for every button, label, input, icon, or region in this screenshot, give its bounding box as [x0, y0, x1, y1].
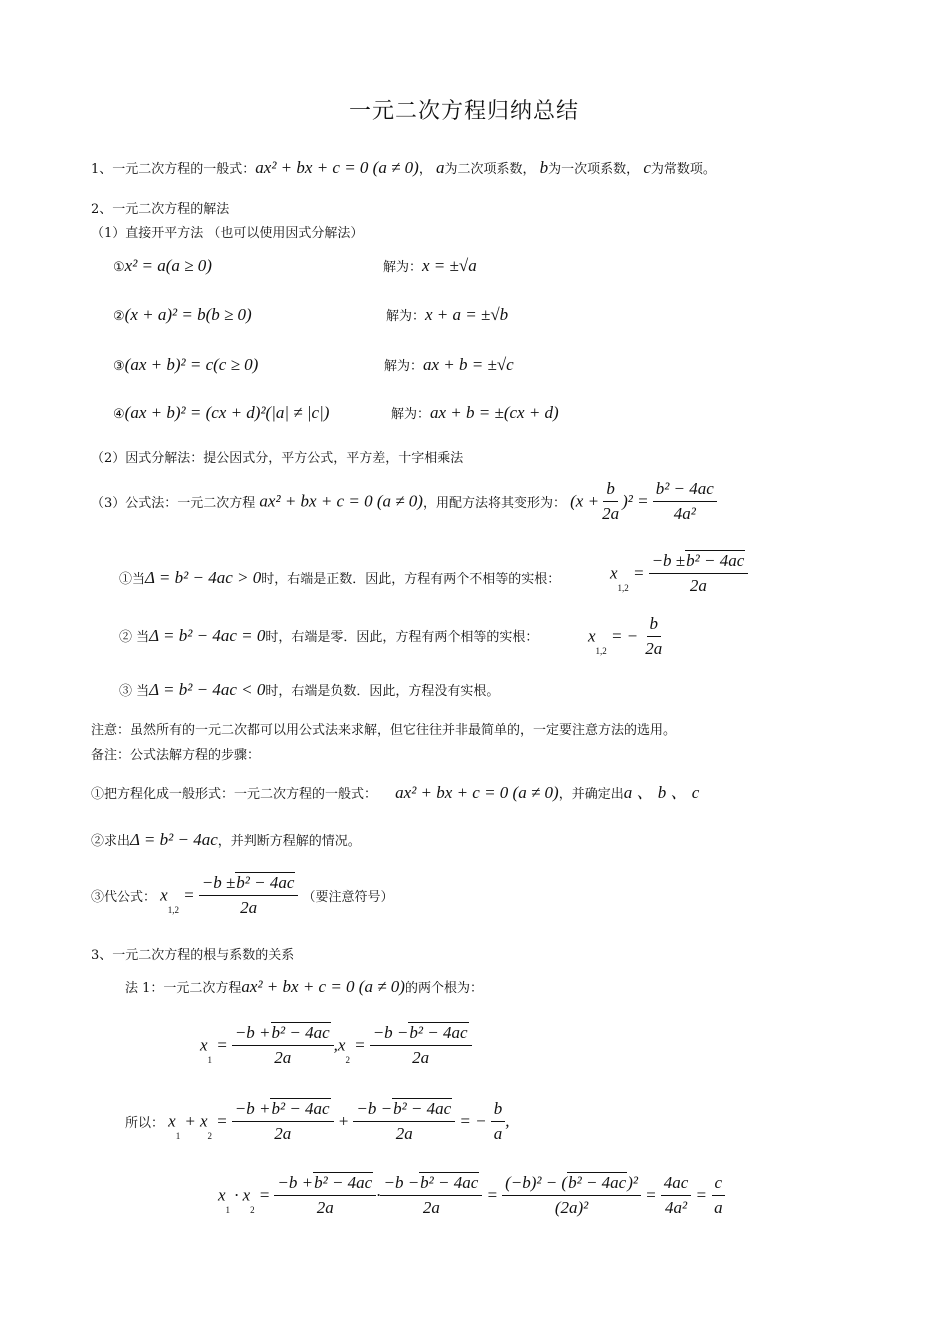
numerator-prefix: −b ±: [201, 873, 236, 892]
denominator: 2a: [645, 639, 663, 658]
quadratic-formula: [649, 550, 749, 597]
general-form-equation: ax² + bx + c = 0 (a ≠ 0): [255, 158, 419, 177]
var-x: x: [160, 885, 168, 905]
step-3-line: [91, 872, 394, 919]
denominator: 2a: [422, 1198, 440, 1217]
denominator: 2a: [274, 1124, 292, 1143]
numerator-prefix: (−b)² − (: [505, 1173, 568, 1192]
case-condition: Δ = b² − 4ac > 0: [145, 568, 262, 587]
var-x2: x: [337, 1035, 346, 1055]
numerator-prefix: −b ±: [651, 551, 686, 570]
equals-sign: =: [183, 885, 195, 905]
denominator: (2a)²: [554, 1198, 589, 1217]
step-2-equation: Δ = b² − 4ac: [130, 830, 218, 849]
general-form-label: 1、一元二次方程的一般式：: [91, 162, 256, 177]
root-2-fraction: [370, 1022, 472, 1069]
case-3-line: [119, 680, 499, 700]
coef-b-desc: 为一次项系数，: [548, 162, 640, 177]
sum-term-1: [232, 1098, 334, 1145]
method-3-mid-text: ，用配方法将其变形为：: [422, 496, 566, 511]
subscript: 2: [345, 1055, 350, 1065]
denominator: 4a²: [673, 504, 696, 523]
trailing-comma: ,: [505, 1111, 510, 1131]
denominator: a: [493, 1124, 503, 1143]
step-1-mid: ，并确定出: [558, 787, 624, 802]
denominator: 2a: [274, 1048, 292, 1067]
coef-b: b: [539, 158, 549, 177]
solution-equation: ax + b = ±√c: [423, 355, 514, 374]
quadratic-formula: [199, 872, 299, 919]
subscript: 1,2: [595, 646, 607, 656]
coefficients-abc: a 、 b 、 c: [623, 783, 700, 802]
numerator-prefix: −b −: [383, 1173, 420, 1192]
denominator: 2a: [602, 504, 620, 523]
step-2-line: [91, 830, 361, 850]
case-text: 时，右端是负数．因此，方程没有实根。: [265, 684, 500, 699]
sum-term-2: [353, 1098, 455, 1145]
numerator: b: [647, 613, 662, 637]
plus-sign: +: [184, 1111, 196, 1131]
var-x1: x: [168, 1111, 176, 1131]
case-marker: ①当: [119, 572, 146, 587]
subscript: 2: [207, 1131, 213, 1141]
root-1-fraction: [232, 1022, 334, 1069]
numerator: b: [603, 478, 618, 502]
item-equation: (ax + b)² = c(c ≥ 0): [124, 355, 259, 374]
case-text: 时，右端是正数．因此，方程有两个不相等的实根：: [261, 572, 561, 587]
numerator: b: [491, 1098, 506, 1122]
numerator-prefix: −b −: [356, 1099, 393, 1118]
sqrt-discriminant: b² − 4ac: [393, 1099, 452, 1118]
numerator-prefix: −b +: [234, 1099, 271, 1118]
coef-a: a: [436, 158, 445, 177]
subscript: 1: [207, 1055, 213, 1065]
method-1-solution-4: [391, 403, 559, 423]
var-x: x: [588, 626, 596, 646]
denominator: 2a: [240, 898, 258, 917]
method-1-heading: （1）直接开平方法 （也可以使用因式分解法）: [91, 226, 364, 241]
solution-label: 解为：: [386, 309, 426, 324]
case-condition: Δ = b² − 4ac = 0: [149, 626, 266, 645]
sqrt-discriminant: b² − 4ac: [409, 1023, 468, 1042]
step-3-suffix: （要注意符号）: [302, 890, 394, 905]
note-text: 注意：虽然所有的一元二次都可以用公式法来求解，但它往往并非最简单的，一定要注意方法的选用。: [91, 723, 677, 738]
f1-label: 法 1：一元二次方程: [125, 981, 242, 996]
var-x: x: [610, 563, 618, 583]
denominator: 4a²: [664, 1198, 688, 1217]
case-1-line: [119, 568, 560, 588]
f1-suffix: 的两个根为：: [404, 981, 483, 996]
roots-line: [200, 1022, 472, 1069]
equals-sign: =: [258, 1185, 271, 1205]
subscript: 2: [250, 1205, 255, 1215]
solution-equation: ax + b = ±(cx + d): [430, 403, 559, 422]
item-marker: ④: [113, 407, 125, 422]
step-2-suffix: ，并判断方程解的情况。: [217, 834, 361, 849]
solution-label: 解为：: [391, 407, 431, 422]
fraction-b-over-2a: [642, 613, 665, 660]
sqrt-discriminant: b² − 4ac: [314, 1173, 373, 1192]
section-2-heading: 2、一元二次方程的解法: [91, 202, 230, 217]
method-1-solution-2: [386, 305, 508, 325]
fraction-discriminant-over-4a2: [653, 478, 717, 525]
method-1-item-1: [113, 256, 212, 276]
product-of-roots-line: [218, 1172, 726, 1219]
remark-text: 备注：公式法解方程的步骤：: [91, 748, 261, 763]
sum-label: 所以：: [125, 1116, 165, 1131]
case-text: 时，右端是零．因此，方程有两个相等的实根：: [265, 630, 539, 645]
subscript: 1: [175, 1131, 181, 1141]
case-condition: Δ = b² − 4ac < 0: [149, 680, 266, 699]
coef-c: c: [643, 158, 651, 177]
numerator: c: [712, 1172, 726, 1196]
vertex-form-left: (x +: [570, 491, 600, 511]
comma: ，: [418, 162, 432, 177]
separator-comma: ,: [333, 1035, 338, 1055]
equals-sign: =: [486, 1185, 498, 1205]
method-1-item-4: [113, 403, 329, 423]
plus-sign: +: [337, 1111, 350, 1131]
equals-minus: = −: [610, 626, 639, 646]
var-x1: x: [218, 1185, 226, 1205]
equals-minus: = −: [459, 1111, 487, 1131]
dot-operator: ·: [376, 1185, 381, 1205]
item-marker: ②: [113, 309, 125, 324]
solution-equation: x = ±√a: [422, 256, 477, 275]
solution-equation: x + a = ±√b: [425, 305, 509, 324]
equals-sign: =: [216, 1111, 228, 1131]
var-x2: x: [199, 1111, 208, 1131]
sum-of-roots-line: [125, 1098, 509, 1145]
item-equation: x² = a(a ≥ 0): [124, 256, 212, 275]
product-term-1: [274, 1172, 376, 1219]
sqrt-discriminant: b² − 4ac: [420, 1173, 479, 1192]
numerator-prefix: −b +: [277, 1173, 314, 1192]
equals-sign: =: [645, 1185, 657, 1205]
solution-label: 解为：: [383, 260, 423, 275]
step-1-line: [91, 778, 699, 803]
case-marker: ③ 当: [119, 684, 150, 699]
step-2-label: ②求出: [91, 834, 131, 849]
method-3-equation: ax² + bx + c = 0 (a ≠ 0): [259, 491, 423, 511]
equals-sign: =: [695, 1185, 707, 1205]
method-2-factoring: （2）因式分解法：提公因式分，平方公式，平方差，十字相乘法: [91, 451, 464, 466]
numerator: 4ac: [661, 1172, 692, 1196]
case-2-line: [119, 626, 538, 646]
coef-a-desc: 为二次项系数，: [444, 162, 536, 177]
case-1-formula: [610, 550, 748, 597]
method-1-solution-1: [383, 256, 477, 276]
sqrt-discriminant: b² − 4ac: [686, 551, 745, 570]
item-equation: (x + a)² = b(b ≥ 0): [124, 305, 252, 324]
general-form-line: [91, 158, 716, 178]
denominator: 2a: [412, 1048, 430, 1067]
subscript: 1,2: [617, 583, 629, 593]
f1-equation: ax² + bx + c = 0 (a ≠ 0): [241, 977, 405, 996]
equals-sign: =: [354, 1035, 366, 1055]
product-term-4: [661, 1172, 692, 1219]
solution-label: 解为：: [384, 359, 424, 374]
var-x1: x: [200, 1035, 208, 1055]
fraction-b-over-2a: [599, 478, 622, 525]
subscript: 1,2: [167, 905, 179, 915]
section-3-heading: 3、一元二次方程的根与系数的关系: [91, 948, 295, 963]
step-3-label: ③代公式：: [91, 890, 157, 905]
equals-sign: =: [632, 563, 645, 583]
case-2-formula: [588, 613, 665, 660]
method-1-item-3: [113, 355, 258, 375]
product-result: [711, 1172, 726, 1219]
item-equation: (ax + b)² = (cx + d)²(|a| ≠ |c|): [124, 403, 330, 422]
var-x2: x: [242, 1185, 251, 1205]
sqrt-discriminant: b² − 4ac: [236, 873, 295, 892]
sqrt-discriminant: b² − 4ac: [568, 1173, 627, 1192]
method-1-solution-3: [384, 355, 514, 375]
subscript: 1: [225, 1205, 231, 1215]
product-term-2: [380, 1172, 482, 1219]
case-marker: ② 当: [119, 630, 150, 645]
page-title: 一元二次方程归纳总结: [349, 99, 580, 124]
item-marker: ①: [113, 260, 125, 275]
sum-result: [491, 1098, 506, 1145]
numerator: b² − 4ac: [653, 478, 717, 502]
sqrt-discriminant: b² − 4ac: [271, 1023, 330, 1042]
method-1-item-2: [113, 305, 252, 325]
step-1-label: ①把方程化成一般形式：一元二次方程的一般式：: [91, 787, 378, 802]
sqrt-discriminant: b² − 4ac: [271, 1099, 330, 1118]
coef-c-desc: 为常数项。: [650, 162, 716, 177]
method-f1-line: [125, 977, 483, 997]
step-1-equation: ax² + bx + c = 0 (a ≠ 0): [395, 783, 559, 802]
numerator-prefix: −b +: [234, 1023, 271, 1042]
numerator-prefix: −b −: [372, 1023, 409, 1042]
product-term-3: [502, 1172, 641, 1219]
method-3-label: （3）公式法：一元二次方程: [91, 496, 256, 511]
equals-sign: =: [216, 1035, 228, 1055]
denominator: 2a: [689, 576, 707, 595]
numerator-suffix: )²: [627, 1173, 638, 1192]
item-marker: ③: [113, 359, 125, 374]
denominator: a: [714, 1198, 723, 1217]
dot-operator: ·: [234, 1185, 239, 1205]
denominator: 2a: [316, 1198, 334, 1217]
denominator: 2a: [395, 1124, 413, 1143]
vertex-form-mid: )² =: [622, 491, 649, 511]
method-3-line: [91, 478, 717, 525]
